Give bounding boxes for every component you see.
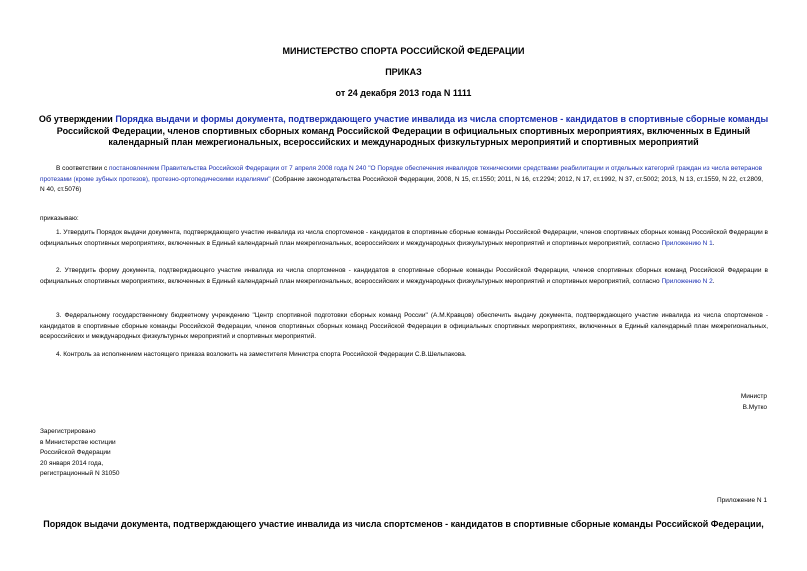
registration-block [40,427,120,480]
registration-line: в Министерстве юстиции [40,438,116,446]
signature-role: Министр [740,393,767,400]
appendix-heading: Порядок выдачи документа, подтверждающего участие инвалида из числа спортсменов - кандидатов в спортивные сборные команды Российской Федерации, [43,519,764,529]
registration-line: 20 января 2014 года, [40,459,104,467]
intro-text-end: (Собрание законодательства Российской Федерации, 2008, N 15, ст.1550; 2011, N 16, ст.2294; 2012, N 17, ст.1992, N 37, ст.5002; 2013, N 13, ст.1559, N 22, ст.2809, N 40, ст.5076) [40,175,764,193]
doc-type-heading: ПРИКАЗ [385,67,422,77]
document-title [30,114,777,149]
intro-text-start: В соответствии с [56,165,110,172]
prikazyvayu-line: приказываю: [40,215,79,222]
list-item-4: 4. Контроль за исполнением настоящего приказа возложить на заместителя Министра спорта Российской Федерации С.В.Шельпакова. [56,351,467,358]
item-2-end: . [712,277,715,285]
ministry-heading: МИНИСТЕРСТВО СПОРТА РОССИЙСКОЙ ФЕДЕРАЦИИ [282,46,525,56]
registration-line: Российской Федерации [40,449,111,456]
appendix-label: Приложение N 1 [716,497,767,504]
list-item-3: 3. Федеральному государственному бюджетному учреждению "Центр спортивной подготовки сборных команд России" (А.М.Кравцов) обеспечить выдачу документа, подтверждающего участие инвалида из числа спортсменов - кандидатов в спортивные сборные команды Российской Федерации, членов спортивных сборных команд Российской Федерации в официальных спортивных мероприятиях, включенных в Единый календарный план межрегиональных, всероссийских и международных физкультурных мероприятий и спортивных мероприятий. [40,312,768,340]
title-rest: Российской Федерации, членов спортивных сборных команд Российской Федерации в официальных спортивных мероприятиях, включенных в Единый календарный план межрегиональных, всероссийских и международных физкультурных мероприятий и спортивных мероприятий [56,125,751,147]
signature-block [741,392,767,413]
registration-line: Зарегистрировано [40,428,96,435]
list-item-1 [40,228,768,249]
item-1-text: 1. Утвердить Порядок выдачи документа, подтверждающего участие инвалида из числа спортсменов - кандидатов в спортивные сборные команды Российской Федерации, членов спортивных сборных команд Российской Федерации в официальных спортивных мероприятиях, включенных в Единый календарный план межрегиональных, всероссийских и международных физкультурных мероприятий и спортивных мероприятий, согласно [40,229,768,247]
item-2-text: 2. Утвердить форму документа, подтверждающего участие инвалида из числа спортсменов - кандидатов в спортивные сборные команды Российской Федерации, членов спортивных сборных команд Российской Федерации в официальных спортивных мероприятиях, включенных в Единый календарный план межрегиональных, всероссийских и международных физкультурных мероприятий и спортивных мероприятий, согласно [40,267,768,285]
title-link-poryadok[interactable]: Порядка выдачи и формы документа, подтверждающего участие инвалида из числа спортсменов - кандидатов в спортивные сборные команды [115,114,769,124]
intro-link-postanovlenie[interactable]: постановлением Правительства Российской Федерации от 7 апреля 2008 года N 240 "О Порядке обеспечения инвалидов техническими средствами реабилитации и отдельных категорий граждан из числа ветеранов протезами (кроме зубных протезов), протезно-ортопедическими изделиями" [40,165,763,183]
list-item-2 [40,266,768,287]
intro-paragraph [40,164,768,196]
registration-line: регистрационный N 31050 [40,470,120,477]
item-1-end: . [712,239,715,247]
appendix-2-link[interactable]: Приложению N 2 [661,277,713,285]
appendix-1-link[interactable]: Приложению N 1 [661,239,713,247]
date-number-heading: от 24 декабря 2013 года N 1111 [335,88,472,98]
signature-name: В.Мутко [742,403,767,411]
title-prefix: Об утверждении [38,114,116,124]
